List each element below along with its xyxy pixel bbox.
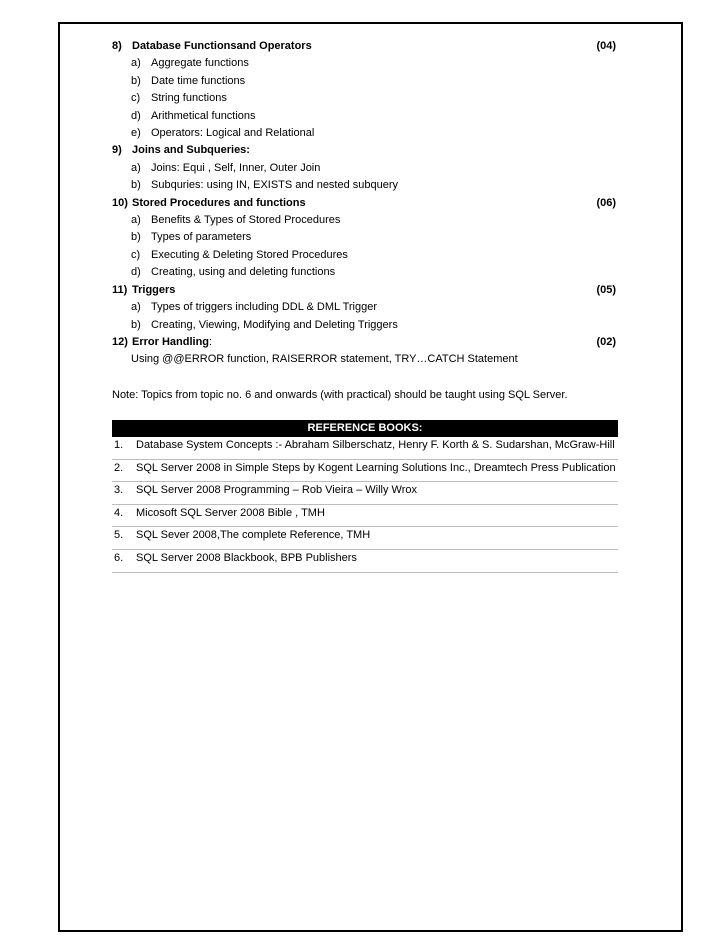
topic-title: Joins and Subqueries: xyxy=(132,144,250,157)
topic-marks: (06) xyxy=(596,196,616,209)
note-text: Note: Topics from topic no. 6 and onwards (with practical) should be taught using SQL Server. xyxy=(112,388,568,401)
list-item: 2. SQL Server 2008 in Simple Steps by Kogent Learning Solutions Inc., Dreamtech Press Publication xyxy=(112,460,618,483)
list-item: 5. SQL Sever 2008,The complete Reference, TMH xyxy=(112,527,618,550)
subtopic: d) Creating, using and deleting functions xyxy=(131,266,336,279)
topic-title: Triggers xyxy=(132,283,176,296)
topic-10 xyxy=(112,195,618,212)
topic-marks: (04) xyxy=(596,40,616,52)
subtopic: b) Subquries: using IN, EXISTS and nested subquery xyxy=(131,179,399,192)
topic-detail: Using @@ERROR function, RAISERROR statement, TRY…CATCH Statement xyxy=(131,353,518,366)
topic-title: Stored Procedures and functions xyxy=(132,196,306,209)
list-item: 3. SQL Server 2008 Programming – Rob Vieira – Willy Wrox xyxy=(112,482,618,505)
list-item: 4. Micosoft SQL Server 2008 Bible , TMH xyxy=(112,505,618,528)
topic-number: 9) xyxy=(112,144,122,157)
topic-11 xyxy=(112,282,618,299)
subtopic: a) Joins: Equi , Self, Inner, Outer Join xyxy=(131,161,321,174)
topic-title: Error Handling: xyxy=(132,335,213,348)
topic-number: 12) xyxy=(112,335,128,348)
list-item: 1. Database System Concepts :- Abraham Silberschatz, Henry F. Korth & S. Sudarshan, McGraw-Hill xyxy=(112,437,618,460)
topic-12 xyxy=(112,334,618,351)
topic-title: Database Functionsand Operators xyxy=(132,40,312,52)
subtopic: a) Aggregate functions xyxy=(131,57,249,70)
subtopic: a) Types of triggers including DDL & DML Trigger xyxy=(131,301,377,314)
subtopic: b) Creating, Viewing, Modifying and Deleting Triggers xyxy=(131,318,398,331)
topic-number: 10) xyxy=(112,196,128,209)
subtopic: a) Benefits & Types of Stored Procedures xyxy=(131,214,341,227)
subtopic: b) Date time functions xyxy=(131,74,246,87)
syllabus-topics xyxy=(112,38,618,404)
subtopic: b) Types of parameters xyxy=(131,231,252,244)
reference-books-list xyxy=(112,437,618,573)
topic-number: 11) xyxy=(112,283,128,296)
list-item: 6. SQL Server 2008 Blackbook, BPB Publishers xyxy=(112,550,618,573)
topic-number: 8) xyxy=(112,40,122,52)
topic-marks: (05) xyxy=(596,283,616,296)
topic-9 xyxy=(112,142,618,159)
reference-books-header: REFERENCE BOOKS: xyxy=(112,420,618,437)
subtopic: d) Arithmetical functions xyxy=(131,109,256,122)
subtopic: c) String functions xyxy=(131,92,227,105)
subtopic: c) Executing & Deleting Stored Procedures xyxy=(131,248,348,261)
topic-8 xyxy=(112,38,618,55)
topic-marks: (02) xyxy=(596,335,616,348)
subtopic: e) Operators: Logical and Relational xyxy=(131,127,315,140)
